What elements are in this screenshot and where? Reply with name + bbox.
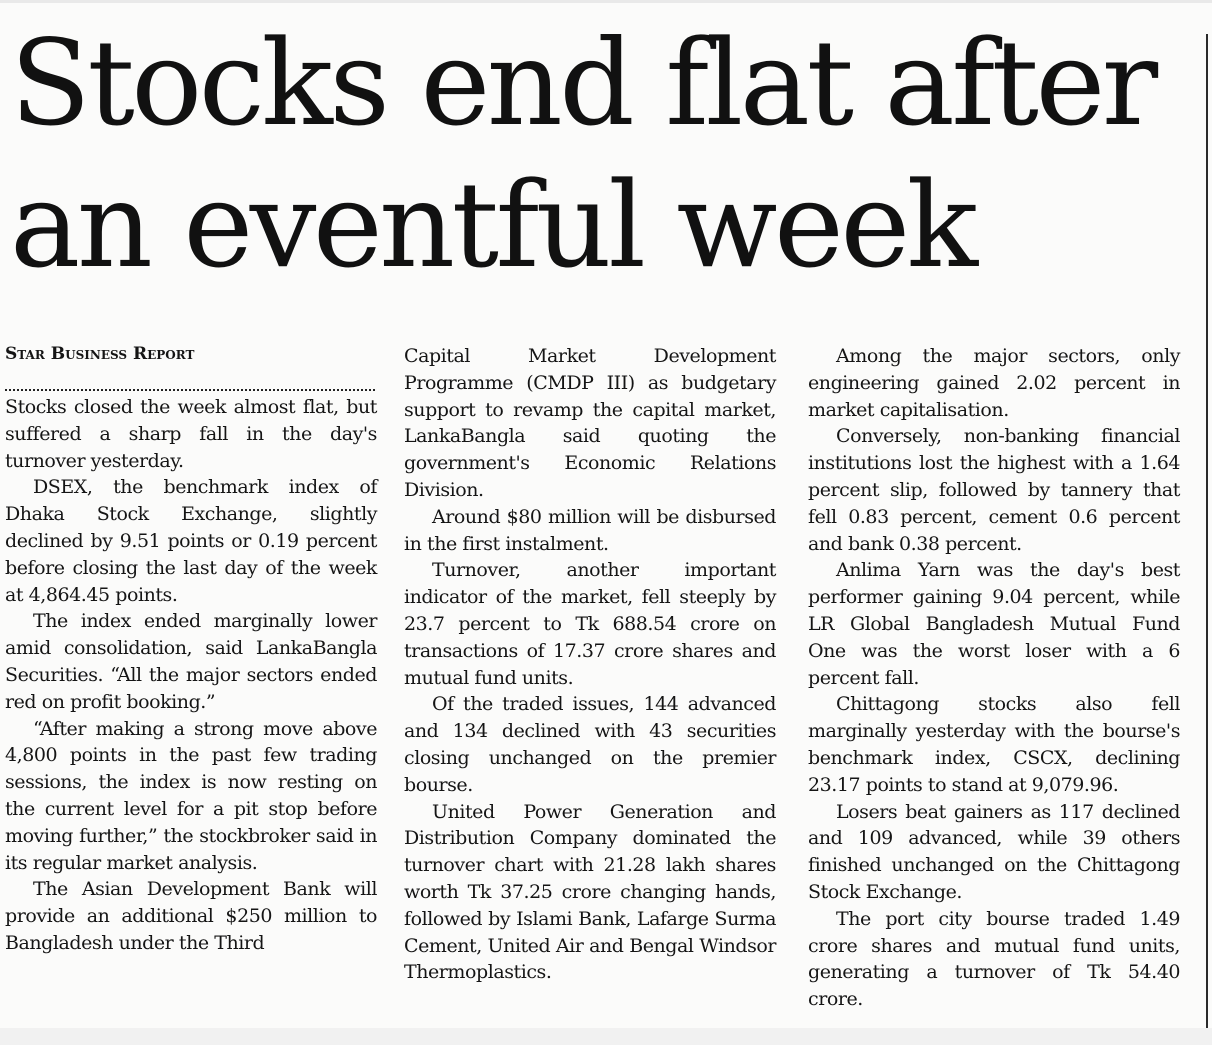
paragraph: Turnover, another important indicator of the market, fell steeply by 23.7 percent to Tk 688.54 crore on transactions of 17.37 crore shares and mutual fund units. <box>404 559 776 689</box>
paragraph: Of the traded issues, 144 advanced and 134 declined with 43 securities closing unchanged on the premier bourse. <box>404 693 776 796</box>
paragraph: United Power Generation and Distribution Company dominated the turnover chart with 21.28 lakh shares worth Tk 37.25 crore changing hands, followed by Islami Bank, Lafarge Surma Cement, United Air and Bengal Windsor Thermoplastics. <box>404 800 776 984</box>
paragraph: DSEX, the benchmark index of Dhaka Stock Exchange, slightly declined by 9.51 points or 0.19 percent before closing the last day of the week at 4,864.45 points. <box>5 476 377 606</box>
paragraph: Stocks closed the week almost flat, but suffered a sharp fall in the day's turnover yesterday. <box>5 396 377 472</box>
byline: Star Business Report <box>5 344 195 364</box>
byline-divider <box>5 375 375 391</box>
paragraph: Conversely, non-banking financial institutions lost the highest with a 1.64 percent slip, followed by tannery that fell 0.83 percent, cement 0.6 percent and bank 0.38 percent. <box>808 425 1180 555</box>
paragraph: The index ended marginally lower amid consolidation, said LankaBangla Securities. “All the major sectors ended red on profit booking.” <box>5 610 377 713</box>
paragraph: Among the major sectors, only engineering gained 2.02 percent in market capitalisation. <box>808 345 1180 421</box>
column-rule <box>1206 34 1208 1045</box>
paragraph: Losers beat gainers as 117 declined and 109 advanced, while 39 others finished unchanged on the Chittagong Stock Exchange. <box>808 800 1180 903</box>
paragraph: Chittagong stocks also fell marginally yesterday with the bourse's benchmark index, CSCX, declining 23.17 points to stand at 9,079.96. <box>808 693 1180 796</box>
top-edge <box>0 0 1212 3</box>
paragraph: The Asian Development Bank will provide an additional $250 million to Bangladesh under the Third <box>5 878 377 954</box>
paragraph: Around $80 million will be disbursed in the first instalment. <box>404 505 776 555</box>
headline-line-2: an eventful week <box>10 156 975 294</box>
headline <box>10 12 1200 296</box>
paragraph: The port city bourse traded 1.49 crore shares and mutual fund units, generating a turnover of Tk 54.40 crore. <box>808 907 1180 1011</box>
article-column-3 <box>808 343 1180 1013</box>
bottom-edge <box>0 1028 1212 1045</box>
article-column-1 <box>5 343 377 957</box>
paragraph: Anlima Yarn was the day's best performer gaining 9.04 percent, while LR Global Bangladesh Mutual Fund One was the worst loser with a 6 percent fall. <box>808 559 1180 689</box>
headline-line-1: Stocks end flat after <box>10 14 1155 152</box>
article-column-2 <box>404 343 776 986</box>
paragraph: “After making a strong move above 4,800 points in the past few trading sessions, the index is now resting on the current level for a pit stop before moving further,” the stockbroker said in its regular market analysis. <box>5 717 377 874</box>
paragraph: Capital Market Development Programme (CMDP III) as budgetary support to revamp the capital market, LankaBangla said quoting the government's Economic Relations Division. <box>404 345 776 501</box>
